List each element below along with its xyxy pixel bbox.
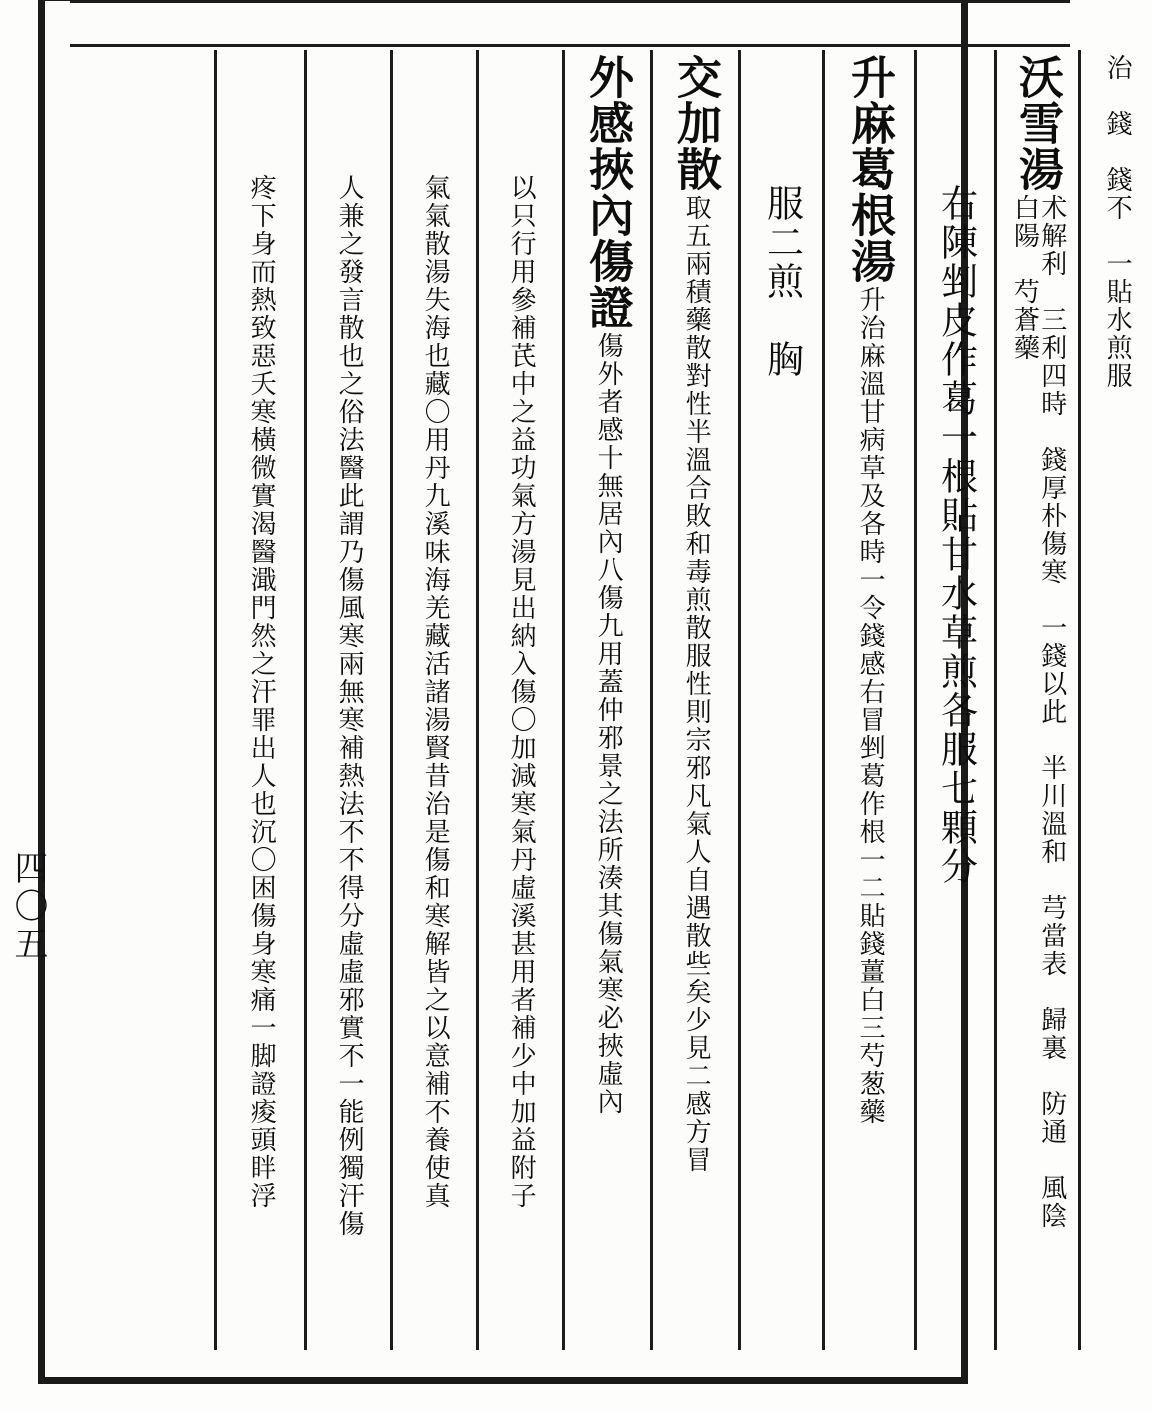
page-rule-top-outer	[70, 0, 1070, 3]
column-2-text: 术解利 三利四時 錢厚朴傷寒 一錢以此 半川溫和 芎當表 歸裏 防通 風陰 白陽 芍蒼藥	[1009, 194, 1067, 1258]
column-6-heading: 交加散	[669, 54, 722, 192]
text-column-11	[214, 50, 304, 1350]
page-rule-top-inner	[70, 44, 1070, 47]
text-column-1	[1078, 50, 1152, 1350]
column-1-text: 治 錢 錢不 一貼水煎服	[1102, 54, 1133, 390]
text-column-6	[650, 50, 738, 1350]
text-column-10	[304, 50, 390, 1350]
column-4-text: 升治麻溫甘病草及各時一令錢感右冒剉葛作根一二貼錢薑白三芍葱藥	[855, 286, 886, 1126]
column-10-text: 人兼之發言散也之俗法醫此謂乃傷風寒兩無寒補熱法不不得分虛虛邪實不一能例獨汗傷	[334, 174, 365, 1238]
text-column-5	[738, 50, 822, 1350]
text-columns	[58, 50, 1152, 1350]
column-2-heading: 沃雪湯	[1011, 54, 1064, 192]
text-column-4	[822, 50, 914, 1350]
column-9-text: 氣氣散湯失海也藏〇用丹九溪味海羌藏活諸湯賢昔治是傷和寒解皆之以意補不養使真	[420, 174, 451, 1210]
column-5-text: 服二煎 胸	[760, 184, 804, 379]
column-4-heading: 升麻葛根湯	[843, 54, 896, 284]
folio-number: 四〇五	[8, 850, 48, 964]
column-8-text: 以只行用參補芪中之益功氣方湯見出納入傷〇加減寒氣丹虛溪甚用者補少中加益附子	[506, 174, 537, 1210]
text-column-8	[476, 50, 562, 1350]
column-3-text: 右陳剉皮作葛一根貼甘水草煎各服七顆分	[934, 184, 978, 886]
text-column-7	[562, 50, 650, 1350]
text-column-9	[390, 50, 476, 1350]
text-column-2	[994, 50, 1078, 1350]
column-6-text: 取五兩積藥散對性半溫合敗和毒煎散服性則宗邪凡氣人自遇散些矣少見二感方冒	[681, 194, 712, 1174]
column-7-heading: 外感挾內傷證	[581, 54, 634, 330]
text-column-3	[914, 50, 994, 1350]
column-7-text: 傷外者感十無居內八傷九用蓋仲邪景之法所湊其傷氣寒必挾虛內	[593, 332, 624, 1116]
column-11-text: 疼下身而熱致惡夭寒橫微實渴醫濈門然之汗罪出人也沉〇困傷身寒痛一脚證痠頭眫浮	[246, 174, 277, 1210]
